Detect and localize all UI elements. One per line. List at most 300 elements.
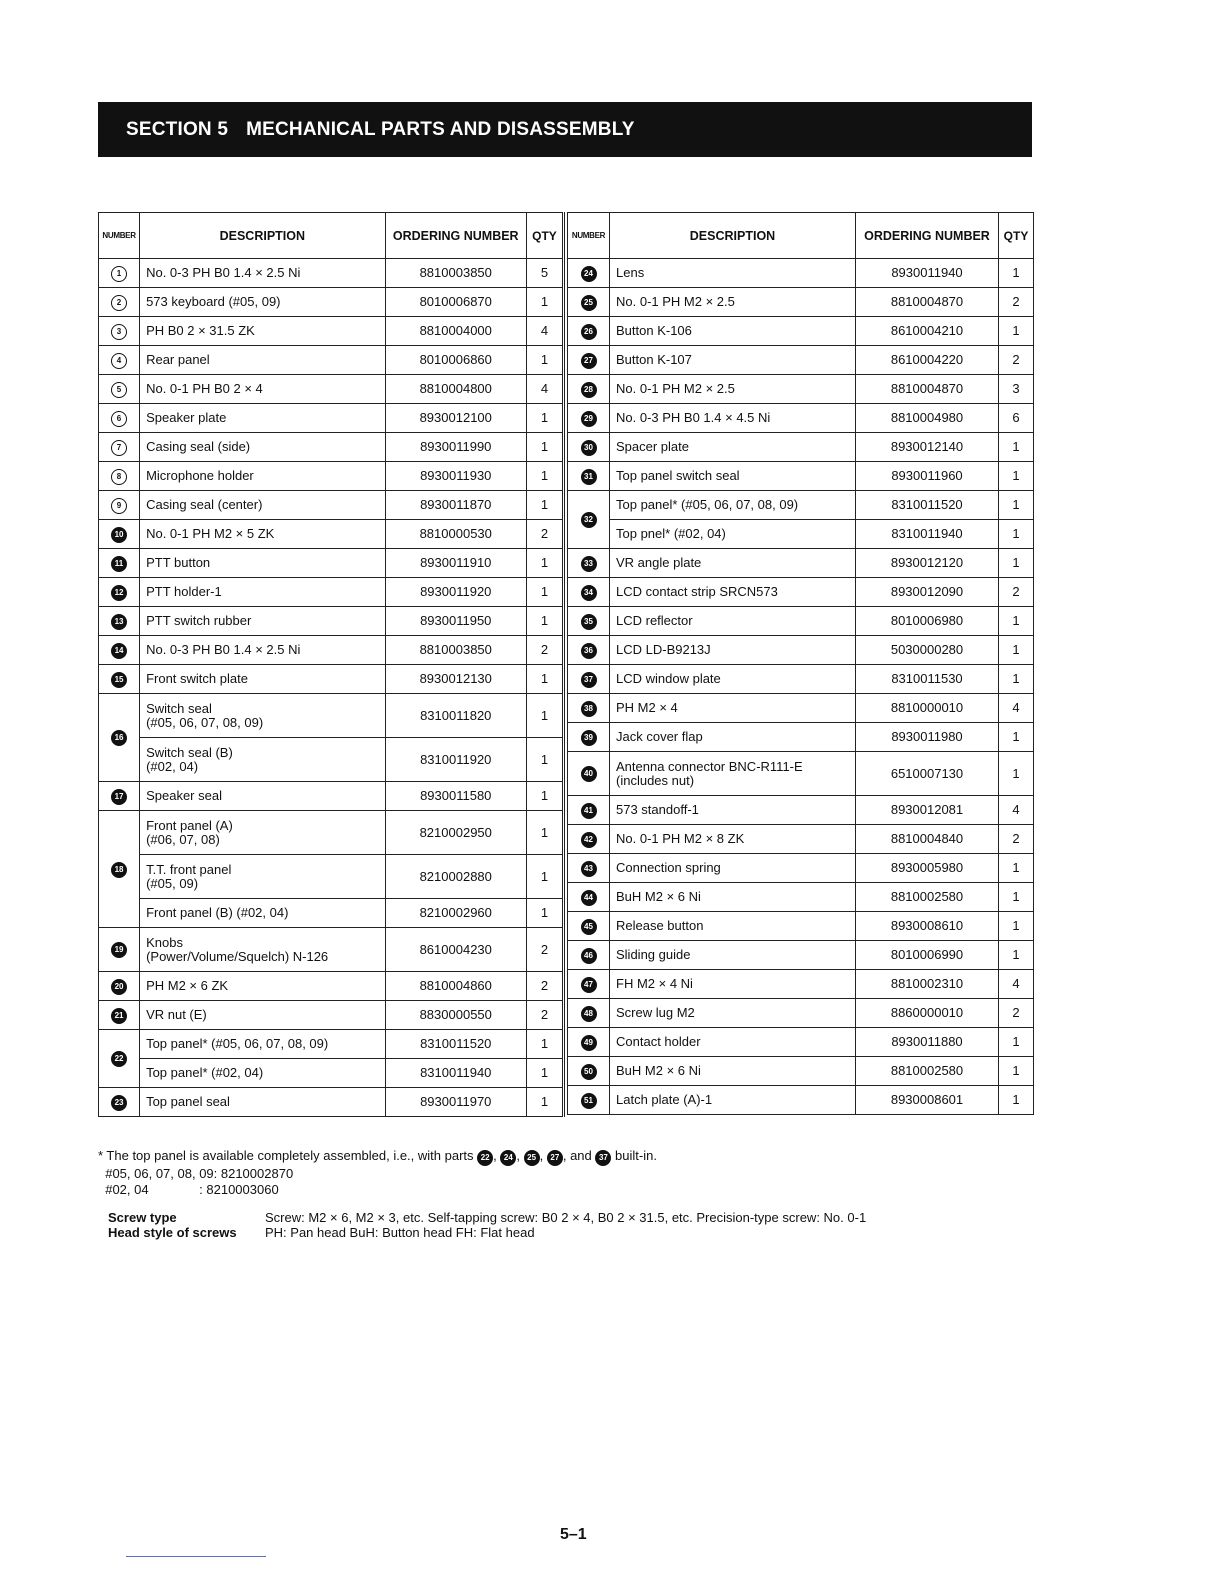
ordering-number-cell: 8810004980 — [856, 404, 999, 433]
qty-cell: 1 — [999, 549, 1034, 578]
part-number-cell — [568, 883, 610, 912]
table-row — [568, 999, 1034, 1028]
header-number: NUMBER — [99, 213, 140, 259]
ordering-number-cell: 8810000530 — [385, 520, 526, 549]
description-cell: Front panel (B) (#02, 04) — [140, 899, 386, 928]
table-row — [99, 972, 564, 1001]
qty-cell: 1 — [526, 1088, 563, 1117]
part-number-cell — [568, 941, 610, 970]
table-row — [99, 549, 564, 578]
part-number-badge: 20 — [111, 979, 127, 995]
description-cell: Casing seal (side) — [140, 433, 386, 462]
description-cell: No. 0-3 PH B0 1.4 × 2.5 Ni — [140, 259, 386, 288]
part-number-badge: 27 — [581, 353, 597, 369]
description-cell: Speaker seal — [140, 782, 386, 811]
part-number-cell — [568, 259, 610, 288]
part-number-cell — [568, 317, 610, 346]
head-style-label: Head style of screws — [108, 1225, 237, 1240]
ordering-number-cell: 8930011870 — [385, 491, 526, 520]
table-row — [568, 854, 1034, 883]
header-qty: QTY — [999, 213, 1034, 259]
description-cell: LCD contact strip SRCN573 — [610, 578, 856, 607]
table-row — [568, 607, 1034, 636]
ordering-number-cell: 8930011960 — [856, 462, 999, 491]
footnote-text: * The top panel is available completely assembled, i.e., with parts — [98, 1148, 478, 1163]
part-number-cell — [568, 723, 610, 752]
qty-cell: 1 — [999, 854, 1034, 883]
ordering-number-cell: 8610004230 — [385, 928, 526, 972]
qty-cell: 1 — [526, 491, 563, 520]
qty-cell: 1 — [526, 782, 563, 811]
part-number-cell — [568, 854, 610, 883]
description-cell: No. 0-1 PH M2 × 8 ZK — [610, 825, 856, 854]
qty-cell: 1 — [999, 665, 1034, 694]
description-cell: T.T. front panel (#05, 09) — [140, 855, 386, 899]
table-row — [568, 825, 1034, 854]
part-number-badge: 40 — [581, 766, 597, 782]
description-cell: No. 0-3 PH B0 1.4 × 4.5 Ni — [610, 404, 856, 433]
part-number-cell — [568, 752, 610, 796]
part-number-cell — [568, 346, 610, 375]
part-number-cell — [568, 912, 610, 941]
table-row — [99, 578, 564, 607]
part-number-cell — [568, 665, 610, 694]
part-number-badge: 30 — [581, 440, 597, 456]
table-row — [568, 752, 1034, 796]
table-row — [568, 346, 1034, 375]
part-number-badge: 31 — [581, 469, 597, 485]
ordering-number-cell: 8930011930 — [385, 462, 526, 491]
table-row — [568, 520, 1034, 549]
table-row — [568, 694, 1034, 723]
table-row — [568, 1028, 1034, 1057]
section-banner — [98, 102, 1032, 157]
header-ordering-number: ORDERING NUMBER — [856, 213, 999, 259]
ordering-number-cell: 8810004840 — [856, 825, 999, 854]
description-cell: Front switch plate — [140, 665, 386, 694]
part-number-cell — [568, 578, 610, 607]
table-row — [568, 404, 1034, 433]
part-number-cell — [99, 928, 140, 972]
description-cell: FH M2 × 4 Ni — [610, 970, 856, 999]
ordering-number-cell: 8010006990 — [856, 941, 999, 970]
part-number-cell — [568, 1057, 610, 1086]
part-number-cell — [99, 1001, 140, 1030]
part-number-badge: 36 — [581, 643, 597, 659]
ordering-number-cell: 8930011880 — [856, 1028, 999, 1057]
description-cell: Lens — [610, 259, 856, 288]
table-row — [99, 636, 564, 665]
table-row — [99, 1030, 564, 1059]
footnote-line-1: * The top panel is available completely assembled, i.e., with parts 22 , 24 , 25 , 27 , and 37 built-in. — [98, 1148, 657, 1166]
description-cell: Spacer plate — [610, 433, 856, 462]
part-number-cell — [568, 404, 610, 433]
ordering-number-cell: 8930012081 — [856, 796, 999, 825]
table-row — [99, 782, 564, 811]
part-number-badge: 4 — [111, 353, 127, 369]
part-number-cell — [568, 796, 610, 825]
ordering-number-cell: 8810002310 — [856, 970, 999, 999]
table-row — [568, 636, 1034, 665]
table-row — [99, 346, 564, 375]
table-row — [568, 912, 1034, 941]
footnote-line-3: #02, 04 : 8210003060 — [98, 1182, 279, 1197]
ordering-number-cell: 8810000010 — [856, 694, 999, 723]
part-number-badge: 37 — [581, 672, 597, 688]
description-cell: 573 standoff-1 — [610, 796, 856, 825]
ordering-number-cell: 8810003850 — [385, 259, 526, 288]
part-number-cell — [99, 636, 140, 665]
part-number-badge: 22 — [111, 1051, 127, 1067]
ordering-number-cell: 8610004210 — [856, 317, 999, 346]
footnote-line-2: #05, 06, 07, 08, 09: 8210002870 — [98, 1166, 294, 1181]
part-number-cell — [568, 375, 610, 404]
part-number-cell — [99, 288, 140, 317]
qty-cell: 6 — [999, 404, 1034, 433]
part-number-badge: 13 — [111, 614, 127, 630]
description-cell: Microphone holder — [140, 462, 386, 491]
ordering-number-cell: 8930012120 — [856, 549, 999, 578]
screw-legend — [108, 1210, 866, 1240]
qty-cell: 1 — [526, 855, 563, 899]
ordering-number-cell: 8310011940 — [856, 520, 999, 549]
part-number-cell — [99, 1030, 140, 1088]
ordering-number-cell: 8810004870 — [856, 375, 999, 404]
part-number-badge: 41 — [581, 803, 597, 819]
part-number-badge: 45 — [581, 919, 597, 935]
part-number-cell — [99, 782, 140, 811]
table-row — [568, 1086, 1034, 1115]
part-number-cell — [99, 549, 140, 578]
ordering-number-cell: 8010006980 — [856, 607, 999, 636]
table-row — [568, 317, 1034, 346]
table-header — [99, 213, 564, 259]
qty-cell: 4 — [999, 694, 1034, 723]
qty-cell: 3 — [999, 375, 1034, 404]
table-row — [99, 520, 564, 549]
description-cell: Rear panel — [140, 346, 386, 375]
part-number-cell — [568, 636, 610, 665]
table-row — [568, 578, 1034, 607]
table-row — [568, 970, 1034, 999]
qty-cell: 1 — [999, 883, 1034, 912]
part-number-badge: 43 — [581, 861, 597, 877]
qty-cell: 5 — [526, 259, 563, 288]
part-number-cell — [99, 491, 140, 520]
header-qty: QTY — [526, 213, 563, 259]
section-title: MECHANICAL PARTS AND DISASSEMBLY — [246, 118, 635, 140]
description-cell: LCD reflector — [610, 607, 856, 636]
part-number-badge: 46 — [581, 948, 597, 964]
ordering-number-cell: 8010006860 — [385, 346, 526, 375]
description-cell: PTT button — [140, 549, 386, 578]
qty-cell: 1 — [526, 665, 563, 694]
table-row — [568, 1057, 1034, 1086]
qty-cell: 1 — [999, 462, 1034, 491]
part-number-badge: 16 — [111, 730, 127, 746]
ordering-number-cell: 8810003850 — [385, 636, 526, 665]
part-number-badge: 10 — [111, 527, 127, 543]
qty-cell: 2 — [526, 520, 563, 549]
table-row — [99, 375, 564, 404]
ordering-number-cell: 8930012140 — [856, 433, 999, 462]
ordering-number-cell: 8930012100 — [385, 404, 526, 433]
description-cell: Antenna connector BNC-R111-E (includes nut) — [610, 752, 856, 796]
description-cell: No. 0-1 PH B0 2 × 4 — [140, 375, 386, 404]
description-cell: BuH M2 × 6 Ni — [610, 1057, 856, 1086]
part-number-cell — [568, 999, 610, 1028]
part-number-badge: 50 — [581, 1064, 597, 1080]
qty-cell: 1 — [526, 738, 563, 782]
part-number-badge: 28 — [581, 382, 597, 398]
qty-cell: 1 — [999, 259, 1034, 288]
part-number-badge: 37 — [595, 1150, 611, 1166]
part-number-badge: 51 — [581, 1093, 597, 1109]
footnote-and: and — [570, 1148, 592, 1163]
description-cell: PH M2 × 4 — [610, 694, 856, 723]
part-number-badge: 18 — [111, 862, 127, 878]
ordering-number-cell: 8930008610 — [856, 912, 999, 941]
description-cell: VR angle plate — [610, 549, 856, 578]
description-cell: Button K-107 — [610, 346, 856, 375]
qty-cell: 2 — [999, 346, 1034, 375]
qty-cell: 4 — [526, 375, 563, 404]
part-number-cell — [99, 694, 140, 782]
table-row — [568, 259, 1034, 288]
ordering-number-cell: 8310011530 — [856, 665, 999, 694]
qty-cell: 1 — [999, 520, 1034, 549]
ordering-number-cell: 8810004860 — [385, 972, 526, 1001]
description-cell: No. 0-1 PH M2 × 2.5 — [610, 288, 856, 317]
parts-table-right — [567, 212, 1034, 1115]
part-number-badge: 1 — [111, 266, 127, 282]
description-cell: No. 0-3 PH B0 1.4 × 2.5 Ni — [140, 636, 386, 665]
table-row — [568, 433, 1034, 462]
qty-cell: 1 — [999, 723, 1034, 752]
ordering-number-cell: 8930011580 — [385, 782, 526, 811]
description-cell: Top panel* (#02, 04) — [140, 1059, 386, 1088]
ordering-number-cell: 8810004000 — [385, 317, 526, 346]
part-number-badge: 34 — [581, 585, 597, 601]
description-cell: PH M2 × 6 ZK — [140, 972, 386, 1001]
part-number-badge: 15 — [111, 672, 127, 688]
ordering-number-cell: 8930011970 — [385, 1088, 526, 1117]
description-cell: PTT switch rubber — [140, 607, 386, 636]
qty-cell: 4 — [999, 796, 1034, 825]
qty-cell: 1 — [526, 549, 563, 578]
description-cell: Switch seal (B) (#02, 04) — [140, 738, 386, 782]
ordering-number-cell: 8210002880 — [385, 855, 526, 899]
description-cell: Latch plate (A)-1 — [610, 1086, 856, 1115]
description-cell: Front panel (A) (#06, 07, 08) — [140, 811, 386, 855]
part-number-cell — [568, 433, 610, 462]
description-cell: BuH M2 × 6 Ni — [610, 883, 856, 912]
table-row — [99, 607, 564, 636]
part-number-badge: 19 — [111, 942, 127, 958]
part-number-cell — [99, 972, 140, 1001]
description-cell: No. 0-1 PH M2 × 5 ZK — [140, 520, 386, 549]
ordering-number-cell: 8610004220 — [856, 346, 999, 375]
ordering-number-cell: 8310011520 — [385, 1030, 526, 1059]
table-row — [99, 738, 564, 782]
qty-cell: 1 — [526, 811, 563, 855]
part-number-badge: 33 — [581, 556, 597, 572]
screw-type-text: Screw: M2 × 6, M2 × 3, etc. Self-tapping screw: B0 2 × 4, B0 2 × 31.5, etc. Precision-type screw: No. 0-1 — [265, 1210, 867, 1225]
qty-cell: 1 — [999, 1086, 1034, 1115]
part-number-cell — [568, 288, 610, 317]
footnote-suffix: built-in. — [615, 1148, 657, 1163]
qty-cell: 1 — [526, 607, 563, 636]
table-row — [99, 1059, 564, 1088]
part-number-cell — [99, 520, 140, 549]
part-number-badge: 44 — [581, 890, 597, 906]
ordering-number-cell: 8930012090 — [856, 578, 999, 607]
ordering-number-cell: 8210002960 — [385, 899, 526, 928]
part-number-badge: 26 — [581, 324, 597, 340]
qty-cell: 1 — [526, 404, 563, 433]
ordering-number-cell: 8810004870 — [856, 288, 999, 317]
part-number-badge: 11 — [111, 556, 127, 572]
part-number-cell — [568, 970, 610, 999]
description-cell: Switch seal (#05, 06, 07, 08, 09) — [140, 694, 386, 738]
qty-cell: 2 — [526, 972, 563, 1001]
ordering-number-cell: 8930011950 — [385, 607, 526, 636]
part-number-badge: 5 — [111, 382, 127, 398]
ordering-number-cell: 8930005980 — [856, 854, 999, 883]
table-row — [99, 899, 564, 928]
part-number-badge: 24 — [581, 266, 597, 282]
table-row — [99, 665, 564, 694]
ordering-number-cell: 8930011920 — [385, 578, 526, 607]
part-number-cell — [99, 607, 140, 636]
part-number-badge: 17 — [111, 789, 127, 805]
part-number-cell — [99, 578, 140, 607]
table-row — [568, 491, 1034, 520]
part-number-badge: 29 — [581, 411, 597, 427]
part-number-cell — [568, 825, 610, 854]
header-description: DESCRIPTION — [610, 213, 856, 259]
qty-cell: 2 — [526, 636, 563, 665]
part-number-cell — [99, 811, 140, 928]
qty-cell: 1 — [526, 346, 563, 375]
description-cell: No. 0-1 PH M2 × 2.5 — [610, 375, 856, 404]
qty-cell: 1 — [526, 288, 563, 317]
header-number: NUMBER — [568, 213, 610, 259]
table-row — [568, 665, 1034, 694]
table-row — [568, 723, 1034, 752]
part-number-badge: 42 — [581, 832, 597, 848]
qty-cell: 2 — [999, 578, 1034, 607]
part-number-cell — [568, 607, 610, 636]
part-number-cell — [568, 549, 610, 578]
ordering-number-cell: 8210002950 — [385, 811, 526, 855]
qty-cell: 2 — [999, 825, 1034, 854]
ordering-number-cell: 8930011980 — [856, 723, 999, 752]
part-number-badge: 35 — [581, 614, 597, 630]
section-number: SECTION 5 — [126, 118, 229, 140]
qty-cell: 1 — [999, 433, 1034, 462]
qty-cell: 4 — [999, 970, 1034, 999]
description-cell: Jack cover flap — [610, 723, 856, 752]
part-number-cell — [99, 433, 140, 462]
ordering-number-cell: 8930012130 — [385, 665, 526, 694]
footnote — [98, 1148, 657, 1198]
table-row — [99, 811, 564, 855]
part-number-badge: 25 — [524, 1150, 540, 1166]
description-cell: Sliding guide — [610, 941, 856, 970]
description-cell: LCD LD-B9213J — [610, 636, 856, 665]
table-row — [99, 491, 564, 520]
table-row — [99, 404, 564, 433]
description-cell: 573 keyboard (#05, 09) — [140, 288, 386, 317]
description-cell: PTT holder-1 — [140, 578, 386, 607]
header-description: DESCRIPTION — [140, 213, 386, 259]
table-row — [568, 375, 1034, 404]
part-number-badge: 24 — [500, 1150, 516, 1166]
qty-cell: 1 — [999, 912, 1034, 941]
part-number-cell — [568, 694, 610, 723]
description-cell: Screw lug M2 — [610, 999, 856, 1028]
description-cell: Release button — [610, 912, 856, 941]
description-cell: Top panel switch seal — [610, 462, 856, 491]
part-number-cell — [99, 665, 140, 694]
part-number-cell — [99, 317, 140, 346]
part-number-cell — [99, 404, 140, 433]
ordering-number-cell: 8830000550 — [385, 1001, 526, 1030]
part-number-badge: 38 — [581, 701, 597, 717]
description-cell: Top panel* (#05, 06, 07, 08, 09) — [140, 1030, 386, 1059]
part-number-cell — [568, 491, 610, 549]
ordering-number-cell: 8930008601 — [856, 1086, 999, 1115]
part-number-badge: 25 — [581, 295, 597, 311]
table-row — [568, 796, 1034, 825]
table-header — [568, 213, 1034, 259]
qty-cell: 1 — [526, 1030, 563, 1059]
qty-cell: 1 — [999, 317, 1034, 346]
qty-cell: 1 — [999, 491, 1034, 520]
part-number-badge: 14 — [111, 643, 127, 659]
ordering-number-cell: 8930011910 — [385, 549, 526, 578]
page-number: 5–1 — [560, 1526, 587, 1543]
part-number-badge: 32 — [581, 512, 597, 528]
ordering-number-cell: 8810002580 — [856, 1057, 999, 1086]
part-number-badge: 27 — [547, 1150, 563, 1166]
part-number-badge: 22 — [477, 1150, 493, 1166]
part-number-badge: 21 — [111, 1008, 127, 1024]
table-row — [99, 855, 564, 899]
table-row — [99, 288, 564, 317]
part-number-badge: 3 — [111, 324, 127, 340]
ordering-number-cell: 8310011940 — [385, 1059, 526, 1088]
part-number-cell — [99, 462, 140, 491]
description-cell: Top panel* (#05, 06, 07, 08, 09) — [610, 491, 856, 520]
part-number-badge: 8 — [111, 469, 127, 485]
table-row — [99, 694, 564, 738]
qty-cell: 1 — [999, 607, 1034, 636]
ordering-number-cell: 6510007130 — [856, 752, 999, 796]
qty-cell: 1 — [526, 1059, 563, 1088]
table-row — [568, 941, 1034, 970]
qty-cell: 1 — [999, 636, 1034, 665]
qty-cell: 1 — [526, 578, 563, 607]
head-style-text: PH: Pan head BuH: Button head FH: Flat head — [265, 1225, 535, 1240]
qty-cell: 2 — [999, 288, 1034, 317]
part-number-badge: 48 — [581, 1006, 597, 1022]
description-cell: Knobs (Power/Volume/Squelch) N-126 — [140, 928, 386, 972]
table-row — [568, 549, 1034, 578]
qty-cell: 1 — [526, 433, 563, 462]
part-number-badge: 2 — [111, 295, 127, 311]
